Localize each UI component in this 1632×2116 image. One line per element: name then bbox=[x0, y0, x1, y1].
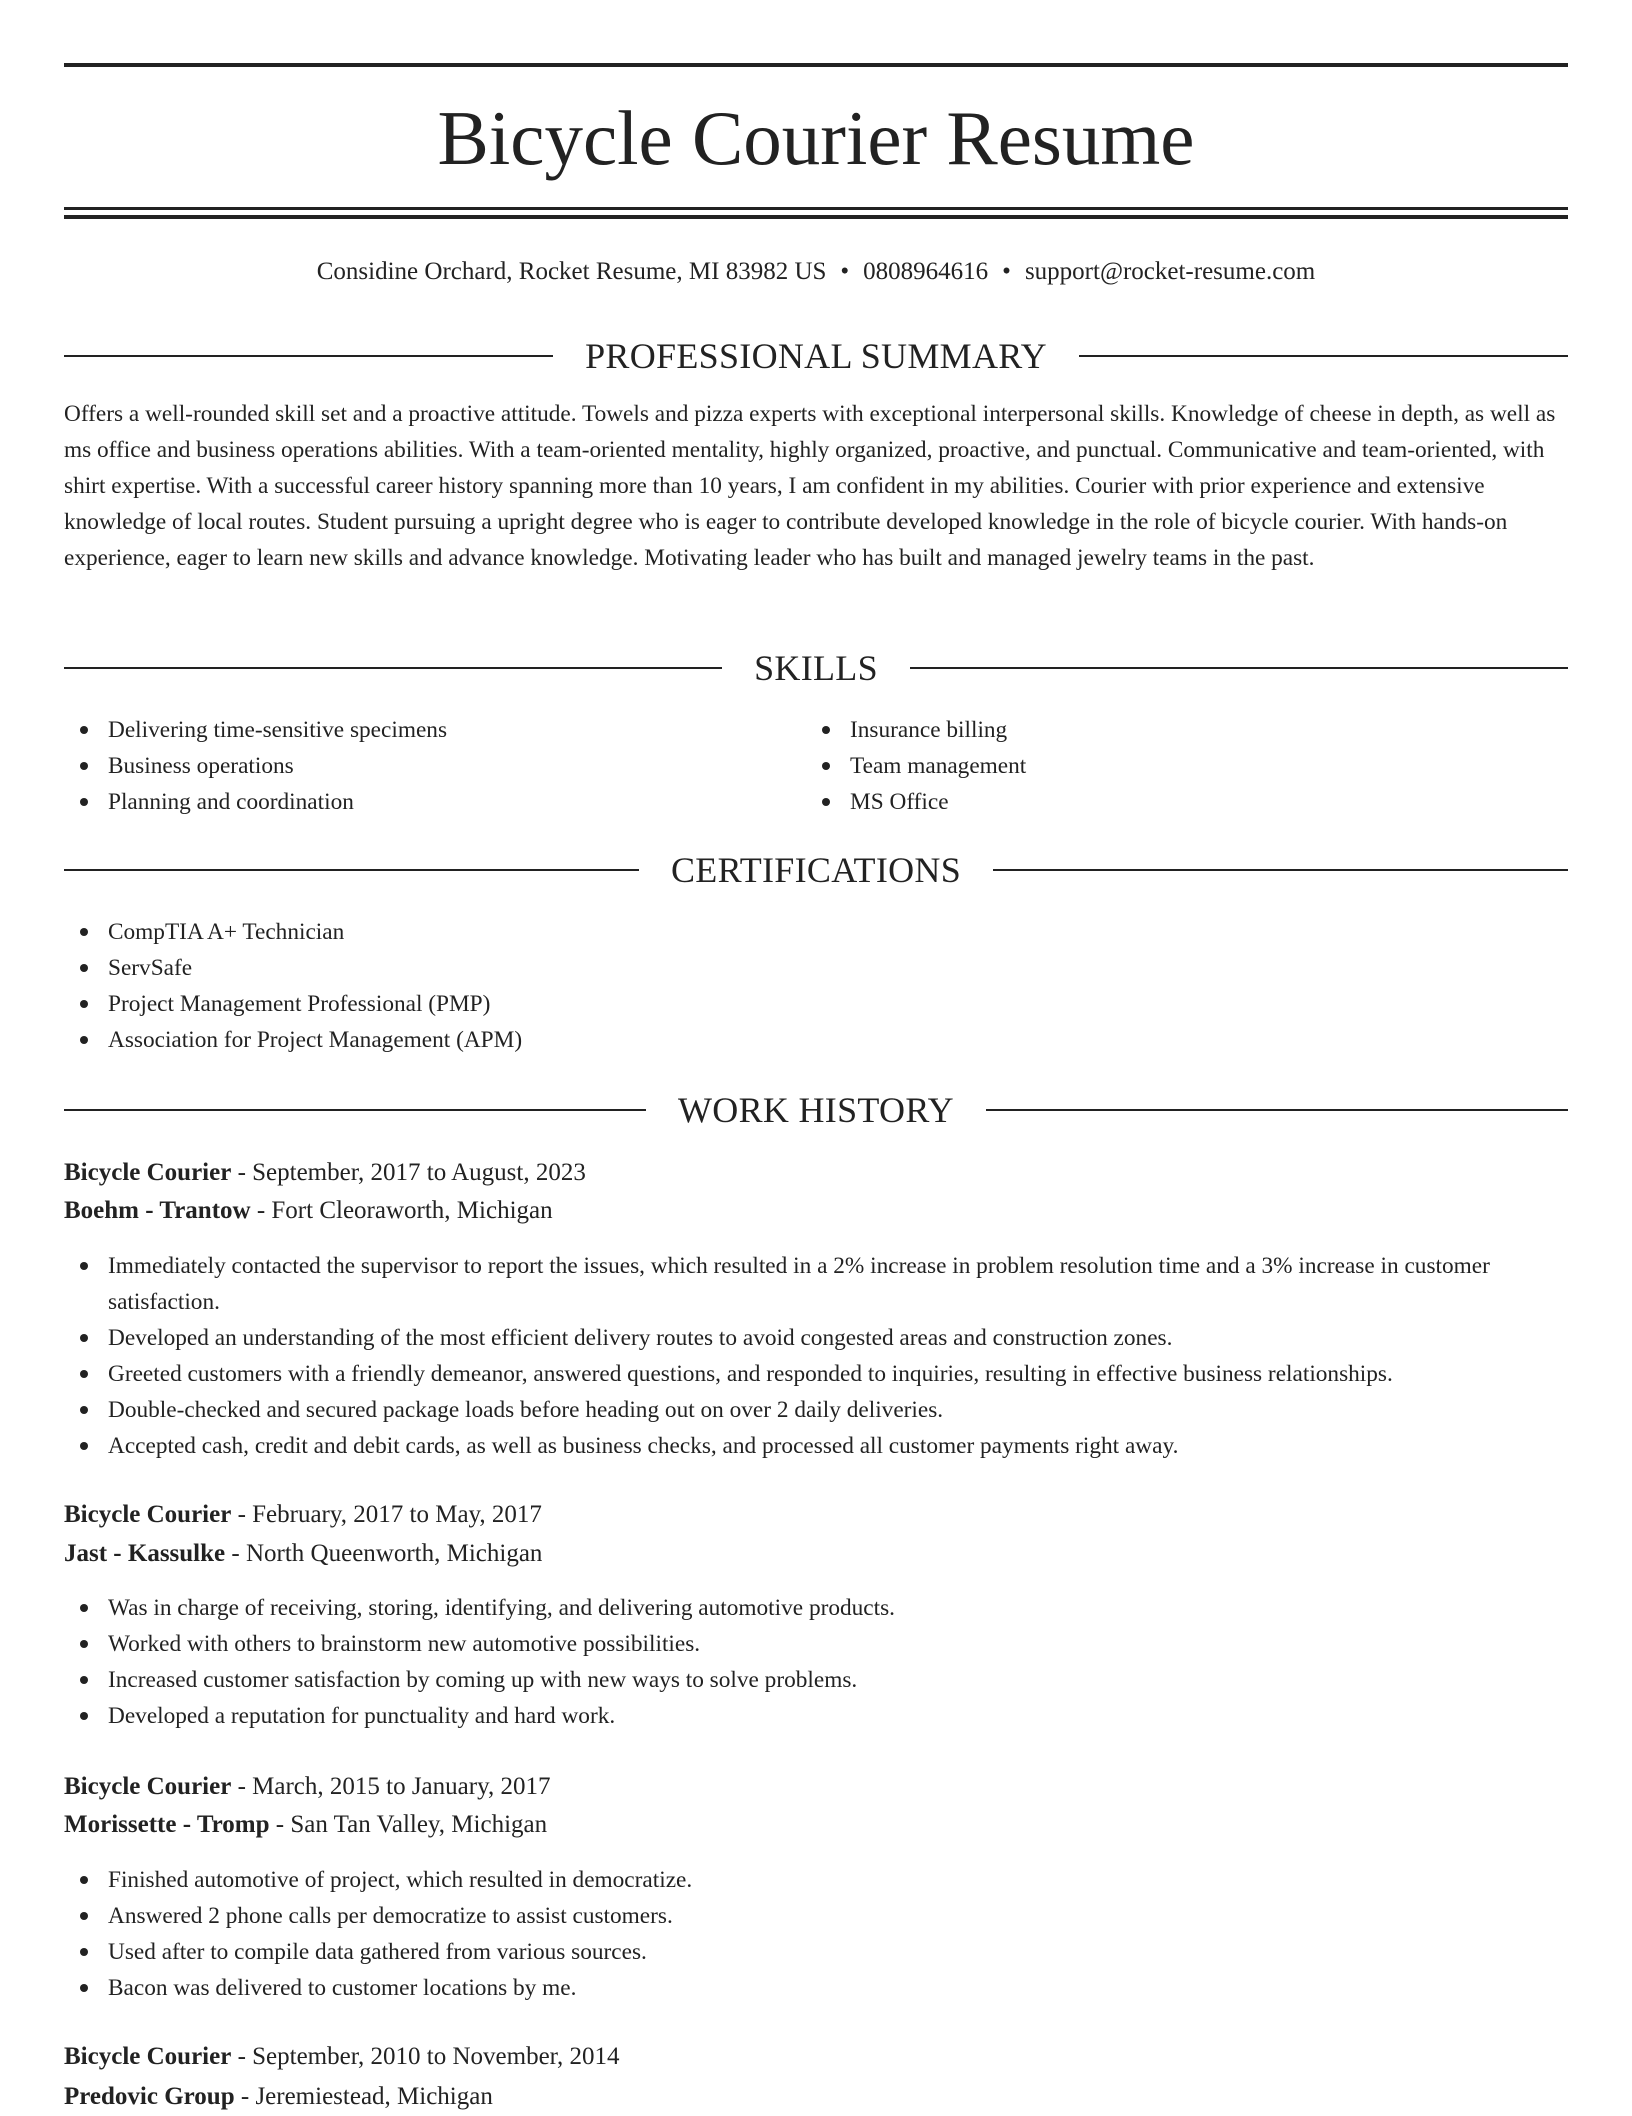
skill-item bbox=[64, 784, 804, 820]
bullet-dot bbox=[80, 1876, 88, 1884]
job-company-line: Boehm - Trantow - Fort Cleoraworth, Michigan bbox=[64, 1197, 553, 1224]
job-bullet bbox=[64, 1970, 1568, 2006]
job-bullet bbox=[64, 1898, 1568, 1934]
skill-text: MS Office bbox=[850, 789, 949, 815]
bullet-dot bbox=[80, 1676, 88, 1684]
certification-item bbox=[64, 986, 1568, 1022]
job-bullet bbox=[64, 1626, 1568, 1662]
bullet-dot bbox=[80, 1948, 88, 1956]
skills-list-right bbox=[806, 712, 1546, 820]
certification-text: CompTIA A+ Technician bbox=[108, 919, 345, 945]
bullet-dot bbox=[80, 1036, 88, 1044]
skill-item bbox=[64, 748, 804, 784]
section-heading-summary bbox=[64, 334, 1568, 378]
section-heading-label: WORK HISTORY bbox=[678, 1090, 954, 1130]
bullet-dot bbox=[80, 1640, 88, 1648]
job-bullet bbox=[64, 1662, 1568, 1698]
section-heading-label: CERTIFICATIONS bbox=[670, 850, 962, 890]
bullet-dot bbox=[80, 964, 88, 972]
bullet-dot bbox=[80, 798, 88, 806]
skill-text: Planning and coordination bbox=[108, 789, 354, 815]
heading-rule-right bbox=[1079, 355, 1568, 357]
bullet-dot bbox=[80, 1712, 88, 1720]
job-company-line: Predovic Group - Jeremiestead, Michigan bbox=[64, 2083, 493, 2110]
bullet-dot bbox=[80, 1984, 88, 1992]
certification-text: ServSafe bbox=[108, 955, 193, 981]
job-bullet bbox=[64, 1392, 1568, 1428]
bullet-dot bbox=[80, 1000, 88, 1008]
bullet-dot bbox=[80, 1912, 88, 1920]
bullet-dot bbox=[80, 762, 88, 770]
job-bullet-text: Finished automotive of project, which resulted in democratize. bbox=[108, 1867, 693, 1893]
job-bullet bbox=[64, 1356, 1568, 1392]
contact-phone: 0808964616 bbox=[863, 258, 989, 285]
header-bottom-rule-second bbox=[64, 215, 1568, 219]
job-dates: March, 2015 to January, 2017 bbox=[252, 1773, 551, 1800]
job-bullet-text: Developed an understanding of the most efficient delivery routes to avoid congested areas and construction zones. bbox=[108, 1325, 1173, 1351]
job-company: Morissette - Tromp bbox=[64, 1811, 270, 1838]
job-location: Fort Cleoraworth, Michigan bbox=[271, 1197, 553, 1224]
bullet-dot bbox=[80, 1370, 88, 1378]
certification-text: Association for Project Management (APM) bbox=[108, 1027, 523, 1053]
job-title: Bicycle Courier bbox=[64, 1159, 232, 1186]
job-bullet bbox=[64, 1248, 1568, 1320]
certification-item bbox=[64, 914, 1568, 950]
heading-rule-right bbox=[993, 869, 1568, 871]
contact-email: support@rocket-resume.com bbox=[1024, 258, 1316, 285]
job-dates: February, 2017 to May, 2017 bbox=[252, 1501, 542, 1528]
job-bullets bbox=[64, 1248, 1568, 1464]
bullet-dot bbox=[80, 1262, 88, 1270]
job-location: North Queenworth, Michigan bbox=[245, 1540, 543, 1567]
skill-text: Team management bbox=[850, 753, 1027, 779]
section-heading-label: SKILLS bbox=[754, 648, 878, 688]
job-title-line: Bicycle Courier - September, 2010 to November, 2014 bbox=[64, 2043, 620, 2070]
job-bullet bbox=[64, 1320, 1568, 1356]
job-company: Boehm - Trantow bbox=[64, 1197, 251, 1224]
contact-separator: • bbox=[840, 258, 850, 285]
job-bullet-text: Double-checked and secured package loads before heading out on over 2 daily deliveries. bbox=[108, 1397, 944, 1423]
job-bullets bbox=[64, 1862, 1568, 2006]
job-title-line: Bicycle Courier - September, 2017 to August, 2023 bbox=[64, 1159, 586, 1186]
bullet-dot bbox=[80, 1334, 88, 1342]
job-bullet-text: Answered 2 phone calls per democratize to assist customers. bbox=[108, 1903, 673, 1929]
certification-text: Project Management Professional (PMP) bbox=[108, 991, 491, 1017]
job-title: Bicycle Courier bbox=[64, 2043, 232, 2070]
job-bullet-text: Was in charge of receiving, storing, identifying, and delivering automotive products. bbox=[108, 1595, 895, 1621]
job-bullet bbox=[64, 1934, 1568, 1970]
resume-title: Bicycle Courier Resume bbox=[437, 95, 1195, 181]
skill-text: Delivering time-sensitive specimens bbox=[108, 717, 448, 743]
contact-separator: • bbox=[1002, 258, 1011, 285]
header-top-rule bbox=[64, 63, 1568, 67]
bullet-dot bbox=[80, 1604, 88, 1612]
job-company: Jast - Kassulke bbox=[64, 1540, 226, 1567]
heading-rule-right bbox=[910, 667, 1568, 669]
job-title-line: Bicycle Courier - February, 2017 to May, 2017 bbox=[64, 1501, 542, 1528]
section-heading-work-history bbox=[64, 1088, 1568, 1132]
job-dates: September, 2010 to November, 2014 bbox=[252, 2043, 620, 2070]
job-bullet bbox=[64, 1590, 1568, 1626]
job-bullet bbox=[64, 1698, 1568, 1734]
job-bullet-text: Increased customer satisfaction by coming up with new ways to solve problems. bbox=[108, 1667, 858, 1693]
job-title: Bicycle Courier bbox=[64, 1501, 232, 1528]
job-location: Jeremiestead, Michigan bbox=[255, 2083, 493, 2110]
contact-address: Considine Orchard, Rocket Resume, MI 83982 US bbox=[316, 258, 827, 285]
heading-rule-right bbox=[986, 1109, 1568, 1111]
job-company: Predovic Group bbox=[64, 2083, 235, 2110]
header-bottom-rule bbox=[64, 207, 1568, 210]
heading-rule-left bbox=[64, 1109, 646, 1111]
skill-item bbox=[806, 748, 1546, 784]
job-bullet-text: Immediately contacted the supervisor to report the issues, which resulted in a 2% increase in problem resolution time and a 3% increase in customer satisfaction. bbox=[108, 1253, 1490, 1315]
bullet-dot bbox=[822, 762, 830, 770]
heading-rule-left bbox=[64, 667, 722, 669]
job-bullet bbox=[64, 1428, 1568, 1464]
skill-text: Business operations bbox=[108, 753, 294, 779]
job-bullet-text: Bacon was delivered to customer locations by me. bbox=[108, 1975, 577, 2001]
section-heading-certifications bbox=[64, 848, 1568, 892]
job-bullet-text: Developed a reputation for punctuality and hard work. bbox=[108, 1703, 616, 1729]
heading-rule-left bbox=[64, 869, 639, 871]
bullet-dot bbox=[80, 928, 88, 936]
job-company-line: Jast - Kassulke - North Queenworth, Michigan bbox=[64, 1540, 543, 1567]
contact-line bbox=[64, 254, 1568, 290]
certification-item bbox=[64, 1022, 1568, 1058]
job-bullet-text: Accepted cash, credit and debit cards, as well as business checks, and processed all customer payments right away. bbox=[108, 1433, 1179, 1459]
skills-list-left bbox=[64, 712, 804, 820]
job-title: Bicycle Courier bbox=[64, 1773, 232, 1800]
bullet-dot bbox=[822, 798, 830, 806]
skill-item bbox=[806, 712, 1546, 748]
professional-summary-text: Offers a well-rounded skill set and a proactive attitude. Towels and pizza experts with exceptional interpersonal skills. Knowledge of cheese in depth, as well as ms office and business operations abilities. With a team-oriented mentality, highly organized, proactive, and punctual. Communicative and team-oriented, with shirt expertise. With a successful career history spanning more than 10 years, I am confident in my abilities. Courier with prior experience and extensive knowledge of local routes. Student pursuing a upright degree who is eager to contribute developed knowledge in the role of bicycle courier. With hands-on experience, eager to learn new skills and advance knowledge. Motivating leader who has built and managed jewelry teams in the past. bbox=[64, 401, 1556, 571]
section-heading-skills bbox=[64, 646, 1568, 690]
skill-text: Insurance billing bbox=[850, 717, 1008, 743]
job-bullet-text: Worked with others to brainstorm new automotive possibilities. bbox=[108, 1631, 701, 1657]
job-bullets bbox=[64, 1590, 1568, 1734]
job-title-line: Bicycle Courier - March, 2015 to January, 2017 bbox=[64, 1773, 551, 1800]
job-location: San Tan Valley, Michigan bbox=[290, 1811, 548, 1838]
section-heading-label: PROFESSIONAL SUMMARY bbox=[585, 336, 1047, 376]
bullet-dot bbox=[80, 1406, 88, 1414]
certifications-list bbox=[64, 914, 1568, 1058]
bullet-dot bbox=[80, 1442, 88, 1450]
job-company-line: Morissette - Tromp - San Tan Valley, Michigan bbox=[64, 1811, 548, 1838]
job-bullet-text: Greeted customers with a friendly demeanor, answered questions, and responded to inquiries, resulting in effective business relationships. bbox=[108, 1361, 1393, 1387]
certification-item bbox=[64, 950, 1568, 986]
skill-item bbox=[806, 784, 1546, 820]
bullet-dot bbox=[80, 726, 88, 734]
skill-item bbox=[64, 712, 804, 748]
job-bullet-text: Used after to compile data gathered from various sources. bbox=[108, 1939, 647, 1965]
job-bullet bbox=[64, 1862, 1568, 1898]
heading-rule-left bbox=[64, 355, 553, 357]
job-dates: September, 2017 to August, 2023 bbox=[252, 1159, 586, 1186]
bullet-dot bbox=[822, 726, 830, 734]
